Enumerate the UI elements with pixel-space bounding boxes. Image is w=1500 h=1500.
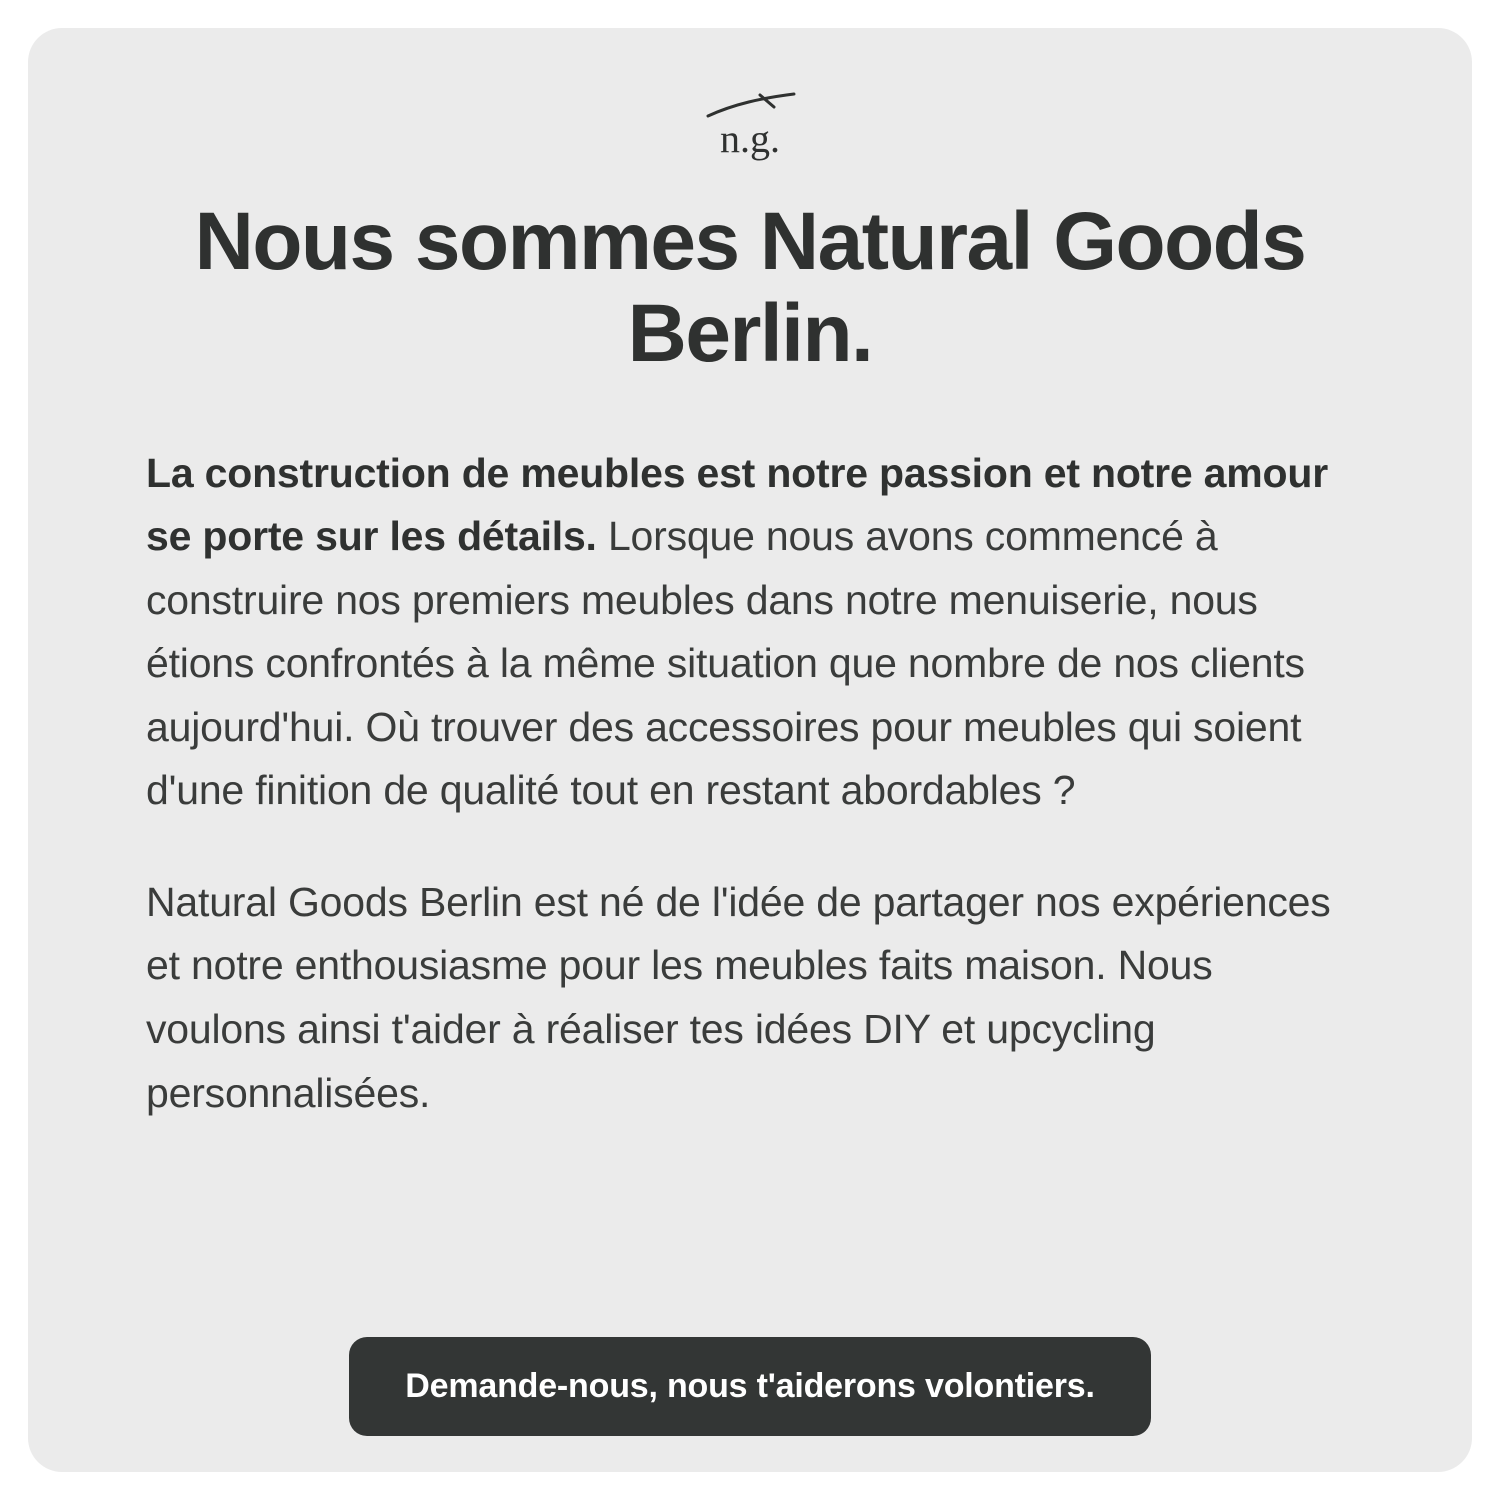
ng-monogram-icon xyxy=(700,86,800,166)
paragraph-1 xyxy=(146,442,1356,823)
paragraph-1-rest: Lorsque nous avons commencé à construire nos premiers meubles dans notre menuiserie, nous étions confrontés à la même situation que nombre de nos clients aujourd'hui. Où trouver des accessoires pour meubles qui soient d'une finition de qualité tout en restant abordables ? xyxy=(146,513,1305,814)
ask-us-button[interactable]: Demande-nous, nous t'aiderons volontiers. xyxy=(349,1337,1150,1436)
about-card xyxy=(28,28,1472,1472)
page-title: Nous sommes Natural Goods Berlin. xyxy=(194,196,1306,379)
lead-sentence: La construction de meubles est notre passion et notre amour se porte sur les détails. xyxy=(146,449,1328,560)
brand-logo xyxy=(98,86,1402,182)
paragraph-2: Natural Goods Berlin est né de l'idée de partager nos expériences et notre enthousiasme pour les meubles faits maison. Nous voulons ainsi t'aider à réaliser tes idées DIY et upcycling personnalisées. xyxy=(146,878,1331,1116)
cta-container xyxy=(28,1337,1472,1436)
svg-text:n.g.: n.g. xyxy=(720,116,780,161)
about-text xyxy=(98,442,1402,1125)
